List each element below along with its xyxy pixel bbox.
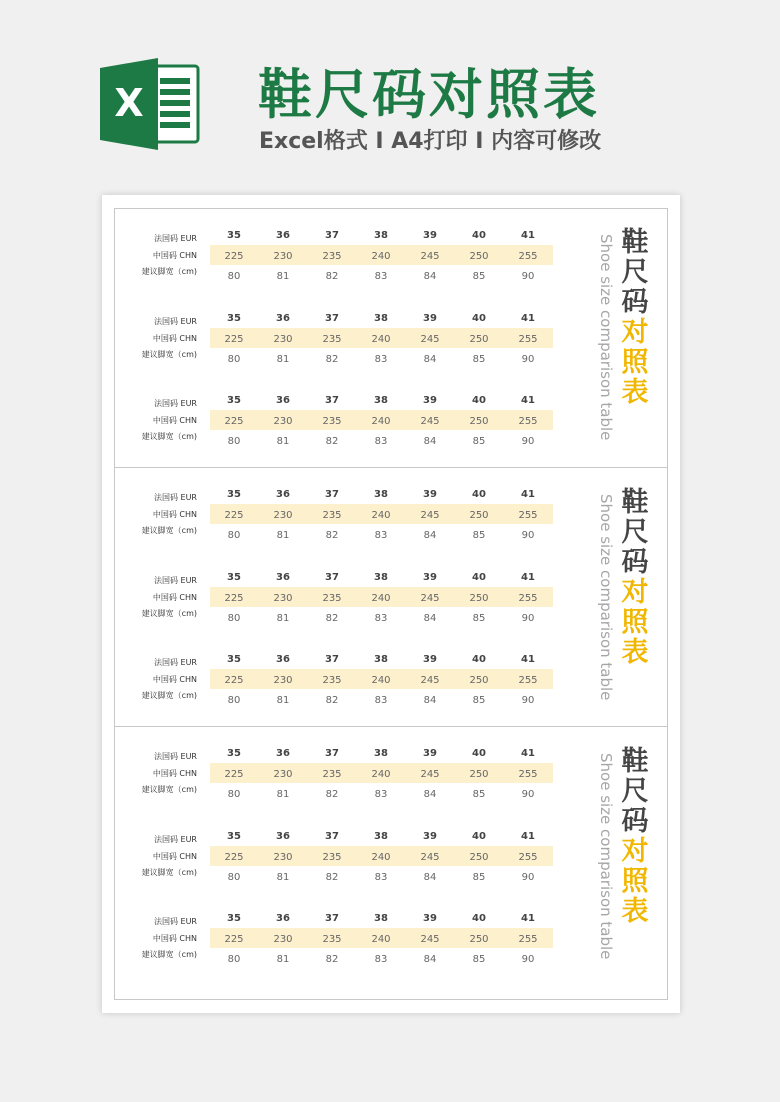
row-label-cm: 建议脚宽（cm) <box>141 609 197 618</box>
eur-size-cell: 40 <box>472 313 486 324</box>
cm-size-cell: 80 <box>227 695 241 706</box>
cm-size-cell: 85 <box>472 530 486 541</box>
row-label-eur: 法国码 EUR <box>153 752 197 761</box>
eur-size-cell: 40 <box>472 654 486 665</box>
cm-size-cell: 84 <box>423 530 437 541</box>
cm-size-cell: 81 <box>276 872 290 883</box>
row-label-eur: 法国码 EUR <box>153 658 197 667</box>
eur-size-cell: 40 <box>472 230 486 241</box>
cm-size-cell: 81 <box>276 789 290 800</box>
chn-size-cell: 230 <box>273 593 293 604</box>
side-title-english: Shoe size comparison table <box>597 753 615 960</box>
cm-size-cell: 83 <box>374 613 388 624</box>
size-table-block <box>114 632 564 706</box>
eur-size-cell: 39 <box>423 654 437 665</box>
excel-icon <box>100 58 200 150</box>
row-label-eur: 法国码 EUR <box>153 917 197 926</box>
chn-size-cell: 255 <box>518 334 538 345</box>
chn-size-cell: 230 <box>273 510 293 521</box>
cm-size-cell: 82 <box>325 354 339 365</box>
cm-size-cell: 80 <box>227 436 241 447</box>
eur-size-cell: 37 <box>325 572 339 583</box>
size-table-block <box>114 891 564 965</box>
eur-size-cell: 41 <box>521 230 535 241</box>
eur-size-cell: 35 <box>227 572 241 583</box>
eur-size-cell: 40 <box>472 572 486 583</box>
chn-size-cell: 225 <box>224 510 244 521</box>
chn-size-cell: 245 <box>420 852 440 863</box>
cm-size-cell: 90 <box>521 436 535 447</box>
side-title-char: 对 <box>621 577 649 608</box>
cm-size-cell: 83 <box>374 354 388 365</box>
chn-size-cell: 245 <box>420 934 440 945</box>
side-title-char: 码 <box>621 287 649 318</box>
chn-size-cell: 235 <box>322 934 342 945</box>
side-title-char: 鞋 <box>621 227 649 258</box>
chn-size-cell: 235 <box>322 416 342 427</box>
eur-size-cell: 38 <box>374 230 388 241</box>
row-label-cm: 建议脚宽（cm) <box>141 868 197 877</box>
chn-size-cell: 250 <box>469 510 489 521</box>
chn-size-cell: 235 <box>322 769 342 780</box>
chn-size-cell: 250 <box>469 416 489 427</box>
eur-size-cell: 41 <box>521 313 535 324</box>
eur-size-cell: 37 <box>325 654 339 665</box>
chn-size-cell: 235 <box>322 852 342 863</box>
eur-size-cell: 39 <box>423 572 437 583</box>
side-title-char: 鞋 <box>621 487 649 518</box>
eur-size-cell: 40 <box>472 748 486 759</box>
cm-size-cell: 90 <box>521 613 535 624</box>
eur-size-cell: 39 <box>423 831 437 842</box>
eur-size-cell: 39 <box>423 395 437 406</box>
cm-size-cell: 90 <box>521 271 535 282</box>
chn-size-cell: 250 <box>469 334 489 345</box>
eur-size-cell: 39 <box>423 913 437 924</box>
chn-size-cell: 250 <box>469 934 489 945</box>
cm-size-cell: 81 <box>276 613 290 624</box>
side-title-chinese <box>618 747 652 927</box>
cm-size-cell: 80 <box>227 789 241 800</box>
cm-size-cell: 83 <box>374 695 388 706</box>
eur-size-cell: 38 <box>374 831 388 842</box>
eur-size-cell: 41 <box>521 748 535 759</box>
row-label-cm: 建议脚宽（cm) <box>141 691 197 700</box>
eur-size-cell: 39 <box>423 313 437 324</box>
eur-size-cell: 41 <box>521 572 535 583</box>
size-table-block <box>114 291 564 365</box>
cm-size-cell: 85 <box>472 613 486 624</box>
eur-size-cell: 35 <box>227 913 241 924</box>
eur-size-cell: 35 <box>227 489 241 500</box>
chn-size-cell: 230 <box>273 251 293 262</box>
row-label-eur: 法国码 EUR <box>153 317 197 326</box>
cm-size-cell: 80 <box>227 271 241 282</box>
cm-size-cell: 81 <box>276 436 290 447</box>
chn-size-cell: 240 <box>371 852 391 863</box>
eur-size-cell: 40 <box>472 395 486 406</box>
size-table-block <box>114 550 564 624</box>
row-label-chn: 中国码 CHN <box>152 416 197 425</box>
chn-size-cell: 245 <box>420 769 440 780</box>
cm-size-cell: 85 <box>472 695 486 706</box>
chn-size-cell: 240 <box>371 769 391 780</box>
chn-size-cell: 230 <box>273 416 293 427</box>
cm-size-cell: 82 <box>325 436 339 447</box>
eur-size-cell: 35 <box>227 748 241 759</box>
side-title-char: 照 <box>621 607 649 638</box>
row-label-cm: 建议脚宽（cm) <box>141 350 197 359</box>
side-title-char: 照 <box>621 347 649 378</box>
cm-size-cell: 85 <box>472 789 486 800</box>
side-title-char: 照 <box>621 866 649 897</box>
chn-size-cell: 255 <box>518 416 538 427</box>
eur-size-cell: 41 <box>521 489 535 500</box>
side-title-char: 尺 <box>621 257 649 288</box>
excel-icon-letter: X <box>114 81 144 125</box>
cm-size-cell: 84 <box>423 271 437 282</box>
eur-size-cell: 39 <box>423 489 437 500</box>
side-title-chinese <box>618 488 652 668</box>
side-title-char: 码 <box>621 547 649 578</box>
cm-size-cell: 81 <box>276 954 290 965</box>
chn-size-cell: 250 <box>469 769 489 780</box>
eur-size-cell: 37 <box>325 395 339 406</box>
chn-size-cell: 250 <box>469 593 489 604</box>
side-title-char: 尺 <box>621 517 649 548</box>
cm-size-cell: 90 <box>521 695 535 706</box>
chn-size-cell: 245 <box>420 593 440 604</box>
chn-size-cell: 255 <box>518 593 538 604</box>
chn-size-cell: 235 <box>322 334 342 345</box>
cm-size-cell: 84 <box>423 789 437 800</box>
cm-size-cell: 85 <box>472 354 486 365</box>
eur-size-cell: 41 <box>521 654 535 665</box>
eur-size-cell: 40 <box>472 913 486 924</box>
cm-size-cell: 84 <box>423 695 437 706</box>
cm-size-cell: 80 <box>227 530 241 541</box>
chn-size-cell: 230 <box>273 852 293 863</box>
side-title-char: 码 <box>621 806 649 837</box>
row-label-eur: 法国码 EUR <box>153 493 197 502</box>
chn-size-cell: 225 <box>224 416 244 427</box>
side-title-char: 对 <box>621 836 649 867</box>
cm-size-cell: 84 <box>423 872 437 883</box>
cm-size-cell: 85 <box>472 954 486 965</box>
cm-size-cell: 82 <box>325 271 339 282</box>
eur-size-cell: 40 <box>472 489 486 500</box>
chn-size-cell: 250 <box>469 675 489 686</box>
eur-size-cell: 38 <box>374 395 388 406</box>
cm-size-cell: 83 <box>374 954 388 965</box>
chn-size-cell: 245 <box>420 334 440 345</box>
size-table-block <box>114 208 564 282</box>
chn-size-cell: 240 <box>371 675 391 686</box>
chn-size-cell: 255 <box>518 769 538 780</box>
chn-size-cell: 245 <box>420 416 440 427</box>
cm-size-cell: 90 <box>521 954 535 965</box>
eur-size-cell: 36 <box>276 230 290 241</box>
chn-size-cell: 235 <box>322 675 342 686</box>
cm-size-cell: 85 <box>472 436 486 447</box>
side-title-english: Shoe size comparison table <box>597 234 615 441</box>
row-label-eur: 法国码 EUR <box>153 576 197 585</box>
eur-size-cell: 36 <box>276 395 290 406</box>
cm-size-cell: 90 <box>521 530 535 541</box>
size-table-block <box>114 467 564 541</box>
row-label-chn: 中国码 CHN <box>152 334 197 343</box>
chn-size-cell: 255 <box>518 852 538 863</box>
eur-size-cell: 37 <box>325 489 339 500</box>
eur-size-cell: 40 <box>472 831 486 842</box>
chn-size-cell: 255 <box>518 510 538 521</box>
eur-size-cell: 39 <box>423 748 437 759</box>
chn-size-cell: 230 <box>273 934 293 945</box>
chn-size-cell: 230 <box>273 675 293 686</box>
row-label-chn: 中国码 CHN <box>152 934 197 943</box>
row-label-chn: 中国码 CHN <box>152 675 197 684</box>
size-table-block <box>114 809 564 883</box>
row-label-chn: 中国码 CHN <box>152 852 197 861</box>
chn-size-cell: 225 <box>224 675 244 686</box>
cm-size-cell: 84 <box>423 613 437 624</box>
eur-size-cell: 35 <box>227 230 241 241</box>
row-label-chn: 中国码 CHN <box>152 251 197 260</box>
cm-size-cell: 85 <box>472 271 486 282</box>
cm-size-cell: 83 <box>374 271 388 282</box>
chn-size-cell: 240 <box>371 593 391 604</box>
cm-size-cell: 90 <box>521 872 535 883</box>
cm-size-cell: 83 <box>374 530 388 541</box>
cm-size-cell: 84 <box>423 954 437 965</box>
size-table-block <box>114 726 564 800</box>
eur-size-cell: 39 <box>423 230 437 241</box>
eur-size-cell: 36 <box>276 831 290 842</box>
eur-size-cell: 37 <box>325 313 339 324</box>
eur-size-cell: 38 <box>374 313 388 324</box>
cm-size-cell: 90 <box>521 354 535 365</box>
row-label-cm: 建议脚宽（cm) <box>141 526 197 535</box>
side-title-char: 表 <box>621 377 649 408</box>
chn-size-cell: 235 <box>322 251 342 262</box>
cm-size-cell: 85 <box>472 872 486 883</box>
chn-size-cell: 235 <box>322 593 342 604</box>
row-label-chn: 中国码 CHN <box>152 510 197 519</box>
chn-size-cell: 245 <box>420 251 440 262</box>
chn-size-cell: 240 <box>371 934 391 945</box>
page-title: 鞋尺码对照表 <box>258 63 600 126</box>
side-title-char: 表 <box>621 637 649 668</box>
eur-size-cell: 35 <box>227 395 241 406</box>
chn-size-cell: 230 <box>273 334 293 345</box>
chn-size-cell: 240 <box>371 334 391 345</box>
eur-size-cell: 38 <box>374 489 388 500</box>
cm-size-cell: 82 <box>325 613 339 624</box>
cm-size-cell: 81 <box>276 695 290 706</box>
chn-size-cell: 240 <box>371 251 391 262</box>
cm-size-cell: 80 <box>227 954 241 965</box>
eur-size-cell: 36 <box>276 572 290 583</box>
eur-size-cell: 37 <box>325 230 339 241</box>
eur-size-cell: 35 <box>227 313 241 324</box>
chn-size-cell: 225 <box>224 769 244 780</box>
eur-size-cell: 36 <box>276 913 290 924</box>
cm-size-cell: 80 <box>227 613 241 624</box>
cm-size-cell: 82 <box>325 789 339 800</box>
row-label-cm: 建议脚宽（cm) <box>141 432 197 441</box>
side-title-chinese <box>618 228 652 408</box>
chn-size-cell: 225 <box>224 334 244 345</box>
chn-size-cell: 225 <box>224 251 244 262</box>
side-title-char: 鞋 <box>621 746 649 777</box>
cm-size-cell: 81 <box>276 354 290 365</box>
page-header <box>0 0 780 195</box>
side-title-english: Shoe size comparison table <box>597 494 615 701</box>
row-label-chn: 中国码 CHN <box>152 593 197 602</box>
eur-size-cell: 36 <box>276 654 290 665</box>
eur-size-cell: 38 <box>374 654 388 665</box>
chn-size-cell: 240 <box>371 510 391 521</box>
chn-size-cell: 255 <box>518 251 538 262</box>
cm-size-cell: 82 <box>325 954 339 965</box>
row-label-cm: 建议脚宽（cm) <box>141 950 197 959</box>
eur-size-cell: 41 <box>521 913 535 924</box>
cm-size-cell: 80 <box>227 872 241 883</box>
page-subtitle: Excel格式 I A4打印 I 内容可修改 <box>259 129 602 154</box>
cm-size-cell: 83 <box>374 789 388 800</box>
row-label-eur: 法国码 EUR <box>153 835 197 844</box>
chn-size-cell: 235 <box>322 510 342 521</box>
cm-size-cell: 81 <box>276 271 290 282</box>
side-title-char: 对 <box>621 317 649 348</box>
cm-size-cell: 82 <box>325 872 339 883</box>
side-title-char: 表 <box>621 896 649 927</box>
chn-size-cell: 225 <box>224 934 244 945</box>
side-title-char: 尺 <box>621 776 649 807</box>
chn-size-cell: 225 <box>224 852 244 863</box>
eur-size-cell: 41 <box>521 831 535 842</box>
cm-size-cell: 83 <box>374 872 388 883</box>
cm-size-cell: 82 <box>325 695 339 706</box>
eur-size-cell: 37 <box>325 913 339 924</box>
cm-size-cell: 84 <box>423 436 437 447</box>
cm-size-cell: 82 <box>325 530 339 541</box>
chn-size-cell: 225 <box>224 593 244 604</box>
cm-size-cell: 81 <box>276 530 290 541</box>
eur-size-cell: 37 <box>325 748 339 759</box>
eur-size-cell: 38 <box>374 572 388 583</box>
cm-size-cell: 84 <box>423 354 437 365</box>
row-label-chn: 中国码 CHN <box>152 769 197 778</box>
row-label-cm: 建议脚宽（cm) <box>141 267 197 276</box>
size-table-block <box>114 373 564 447</box>
chn-size-cell: 230 <box>273 769 293 780</box>
chn-size-cell: 240 <box>371 416 391 427</box>
row-label-eur: 法国码 EUR <box>153 234 197 243</box>
eur-size-cell: 36 <box>276 748 290 759</box>
eur-size-cell: 41 <box>521 395 535 406</box>
chn-size-cell: 250 <box>469 852 489 863</box>
cm-size-cell: 90 <box>521 789 535 800</box>
chn-size-cell: 250 <box>469 251 489 262</box>
eur-size-cell: 38 <box>374 913 388 924</box>
chn-size-cell: 245 <box>420 675 440 686</box>
eur-size-cell: 37 <box>325 831 339 842</box>
chn-size-cell: 255 <box>518 675 538 686</box>
eur-size-cell: 35 <box>227 831 241 842</box>
row-label-cm: 建议脚宽（cm) <box>141 785 197 794</box>
eur-size-cell: 36 <box>276 313 290 324</box>
eur-size-cell: 35 <box>227 654 241 665</box>
row-label-eur: 法国码 EUR <box>153 399 197 408</box>
chn-size-cell: 245 <box>420 510 440 521</box>
eur-size-cell: 38 <box>374 748 388 759</box>
chn-size-cell: 255 <box>518 934 538 945</box>
cm-size-cell: 80 <box>227 354 241 365</box>
cm-size-cell: 83 <box>374 436 388 447</box>
eur-size-cell: 36 <box>276 489 290 500</box>
